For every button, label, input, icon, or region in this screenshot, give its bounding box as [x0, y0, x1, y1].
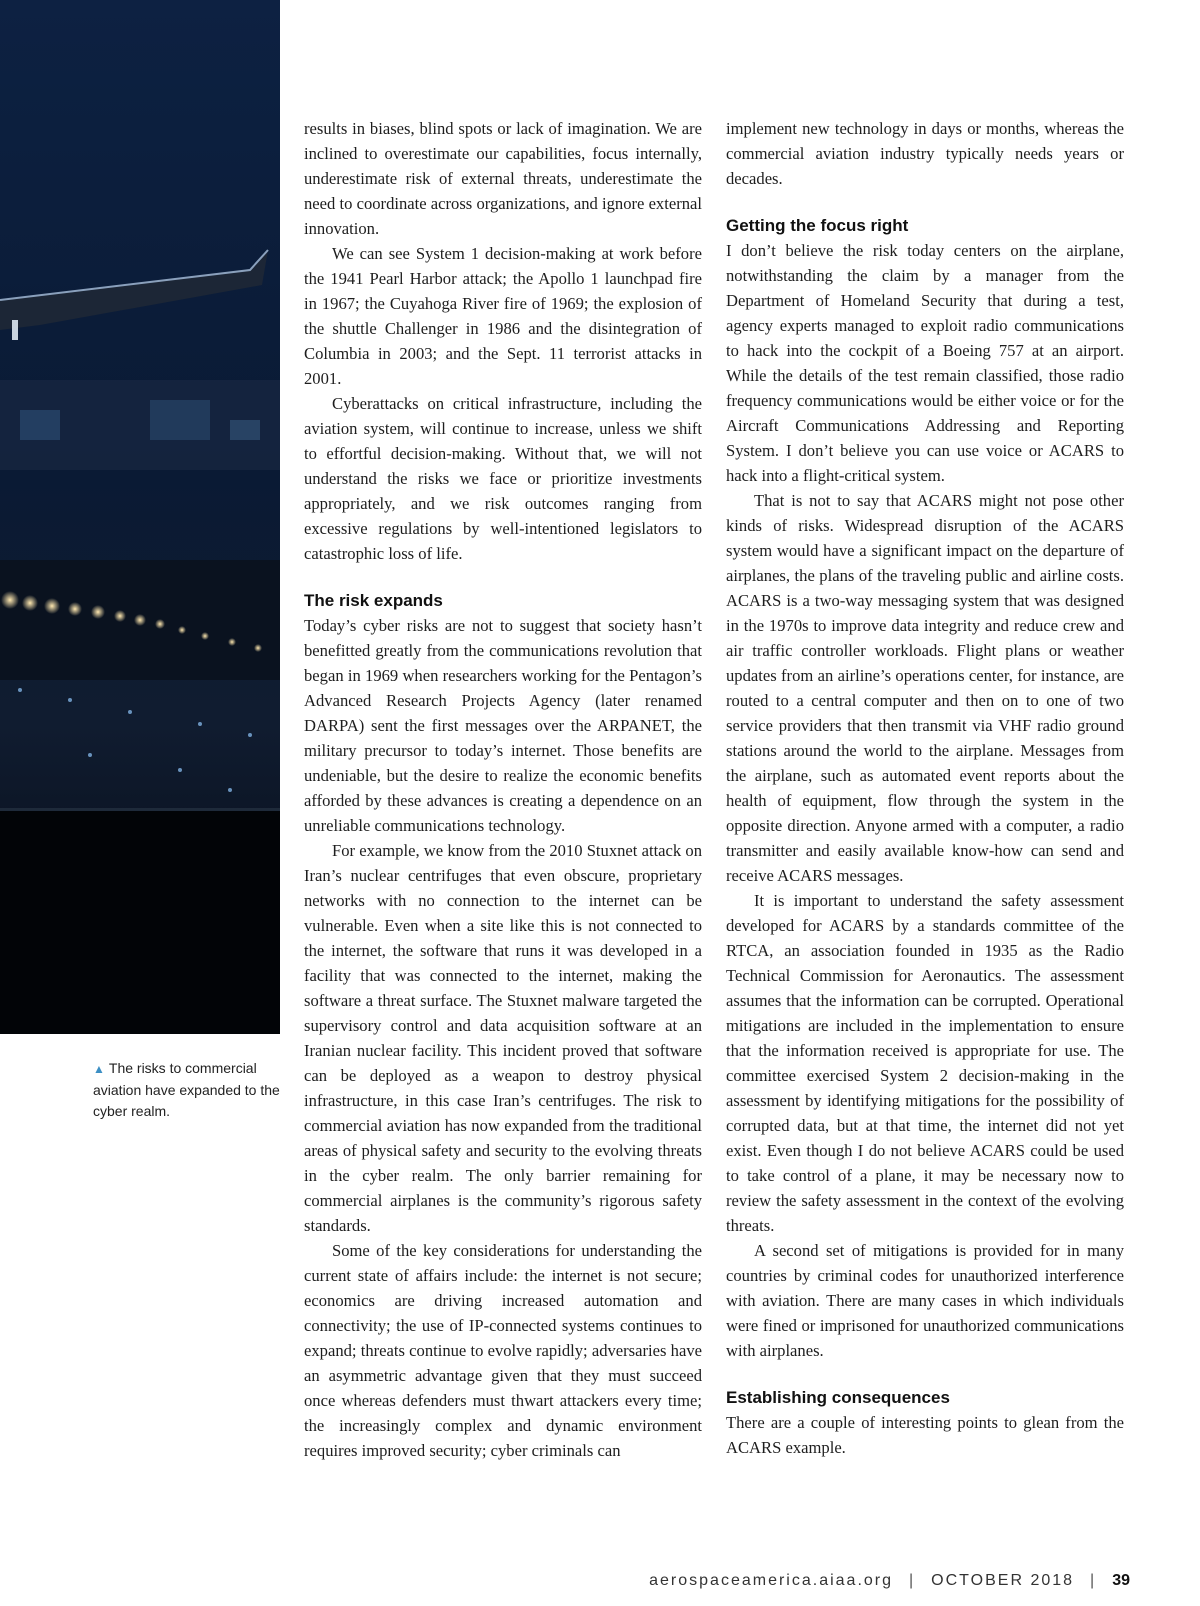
- runway-night-photo: [0, 0, 280, 1034]
- footer-issue: OCTOBER 2018: [931, 1572, 1075, 1589]
- paragraph: We can see System 1 decision-making at work before the 1941 Pearl Harbor attack; the Apollo 1 launchpad fire in 1967; the Cuyahoga River fire of 1969; the explosion of the shuttle Challenger in 1986 and the disintegration of Columbia in 2003; and the Sept. 11 terrorist attacks in 2001.: [304, 244, 702, 388]
- paragraph: Some of the key considerations for understanding the current state of affairs include: the internet is not secure; economics are driving increased automation and connectivity; the use of IP-connected systems continues to expand; threats continue to evolve rapidly; adversaries have an asymmetric advantage given that they must succeed once whereas defenders must thwart attackers every time; the increasingly complex and dynamic environment requires improved security; cyber criminals can: [304, 1241, 702, 1460]
- section-heading: Getting the focus right: [726, 216, 909, 235]
- triangle-up-icon: ▲: [93, 1062, 105, 1076]
- page-footer: [649, 1572, 1130, 1590]
- article-column-left: [304, 116, 702, 1463]
- section-heading: Establishing consequences: [726, 1388, 950, 1407]
- footer-site-link[interactable]: aerospaceamerica.aiaa.org: [649, 1572, 894, 1589]
- article-column-right: [726, 116, 1124, 1460]
- paragraph: A second set of mitigations is provided for in many countries by criminal codes for unauthorized interference with aviation. There are many cases in which individuals were fined or imprisoned for unauthorized communications with airplanes.: [726, 1241, 1124, 1360]
- paragraph: implement new technology in days or months, whereas the commercial aviation industry typically needs years or decades.: [726, 119, 1124, 188]
- paragraph: I don’t believe the risk today centers on the airplane, notwithstanding the claim by a manager from the Department of Homeland Security that during a test, agency experts managed to exploit radio communications to hack into the cockpit of a Boeing 757 at an airport. While the details of the test remain classified, those radio frequency communications would be either voice or for the Aircraft Communications Addressing and Reporting System. I don’t believe you can use voice or ACARS to hack into a flight-critical system.: [726, 241, 1124, 485]
- paragraph: results in biases, blind spots or lack of imagination. We are inclined to overestimate our capabilities, focus internally, underestimate risk of external threats, underestimate the need to coordinate across organizations, and ignore external innovation.: [304, 119, 702, 238]
- section-heading: The risk expands: [304, 591, 443, 610]
- photo-caption: [93, 1058, 283, 1122]
- paragraph: That is not to say that ACARS might not pose other kinds of risks. Widespread disruption of the ACARS system would have a significant impact on the departure of airplanes, the plans of the traveling public and airline costs. ACARS is a two-way messaging system that was designed in the 1970s to improve data integrity and reduce crew and air traffic controller workloads. Flight plans or weather updates from an airline’s operations center, for instance, are routed to a central computer and then on to one of two service providers that then transmit via VHF radio ground stations around the world to the airplane. Messages from the airplane, such as automated event reports about the health of equipment, flow through the system in the opposite direction. Anyone armed with a computer, a radio transmitter and easily available know-how can send and receive ACARS messages.: [726, 491, 1124, 885]
- paragraph: Cyberattacks on critical infrastructure, including the aviation system, will continue to increase, unless we shift to effortful decision-making. Without that, we will not understand the risks we face or prioritize investments appropriately, and we risk outcomes ranging from excessive regulations by well-intentioned legislators to catastrophic loss of life.: [304, 394, 702, 563]
- paragraph: Today’s cyber risks are not to suggest that society hasn’t benefitted greatly from the communications revolution that began in 1969 when researchers working for the Pentagon’s Advanced Research Projects Agency (later renamed DARPA) sent the first messages over the ARPANET, the military precursor to today’s internet. Those benefits are undeniable, but the desire to realize the economic benefits afforded by these advances is creating a dependence on an unreliable communications technology.: [304, 616, 702, 835]
- footer-separator: |: [909, 1572, 916, 1589]
- paragraph: It is important to understand the safety assessment developed for ACARS by a standards committee of the RTCA, an association founded in 1935 as the Radio Technical Commission for Aeronautics. The assessment assumes that the information can be corrupted. Operational mitigations are included in the implementation to ensure that the information received is appropriate for use. The committee exercised System 2 decision-making in the assessment by identifying mitigations for the possibility of corrupted data, but at that time, the internet did not yet exist. Even though I do not believe ACARS could be used to take control of a plane, it may be necessary now to review the safety assessment in the context of the evolving threats.: [726, 891, 1124, 1235]
- paragraph: There are a couple of interesting points to glean from the ACARS example.: [726, 1413, 1124, 1457]
- caption-text: The risks to commercial aviation have expanded to the cyber realm.: [93, 1060, 280, 1119]
- footer-separator: |: [1090, 1572, 1097, 1589]
- page-number: 39: [1112, 1572, 1130, 1589]
- runway-photo-illustration: [0, 0, 280, 1034]
- paragraph: For example, we know from the 2010 Stuxnet attack on Iran’s nuclear centrifuges that even obscure, proprietary networks with no connection to the internet can be vulnerable. Even when a site like this is not connected to the internet, the software that runs it was developed in a facility that was connected to the internet, making the software a threat surface. The Stuxnet malware targeted the supervisory control and data acquisition software at an Iranian nuclear facility. This incident proved that software can be deployed as a weapon to destroy physical infrastructure, in this case Iran’s centrifuges. The risk to commercial aviation has now expanded from the traditional areas of physical safety and security to the evolving threats in the cyber realm. The only barrier remaining for commercial airplanes is the community’s rigorous safety standards.: [304, 841, 702, 1235]
